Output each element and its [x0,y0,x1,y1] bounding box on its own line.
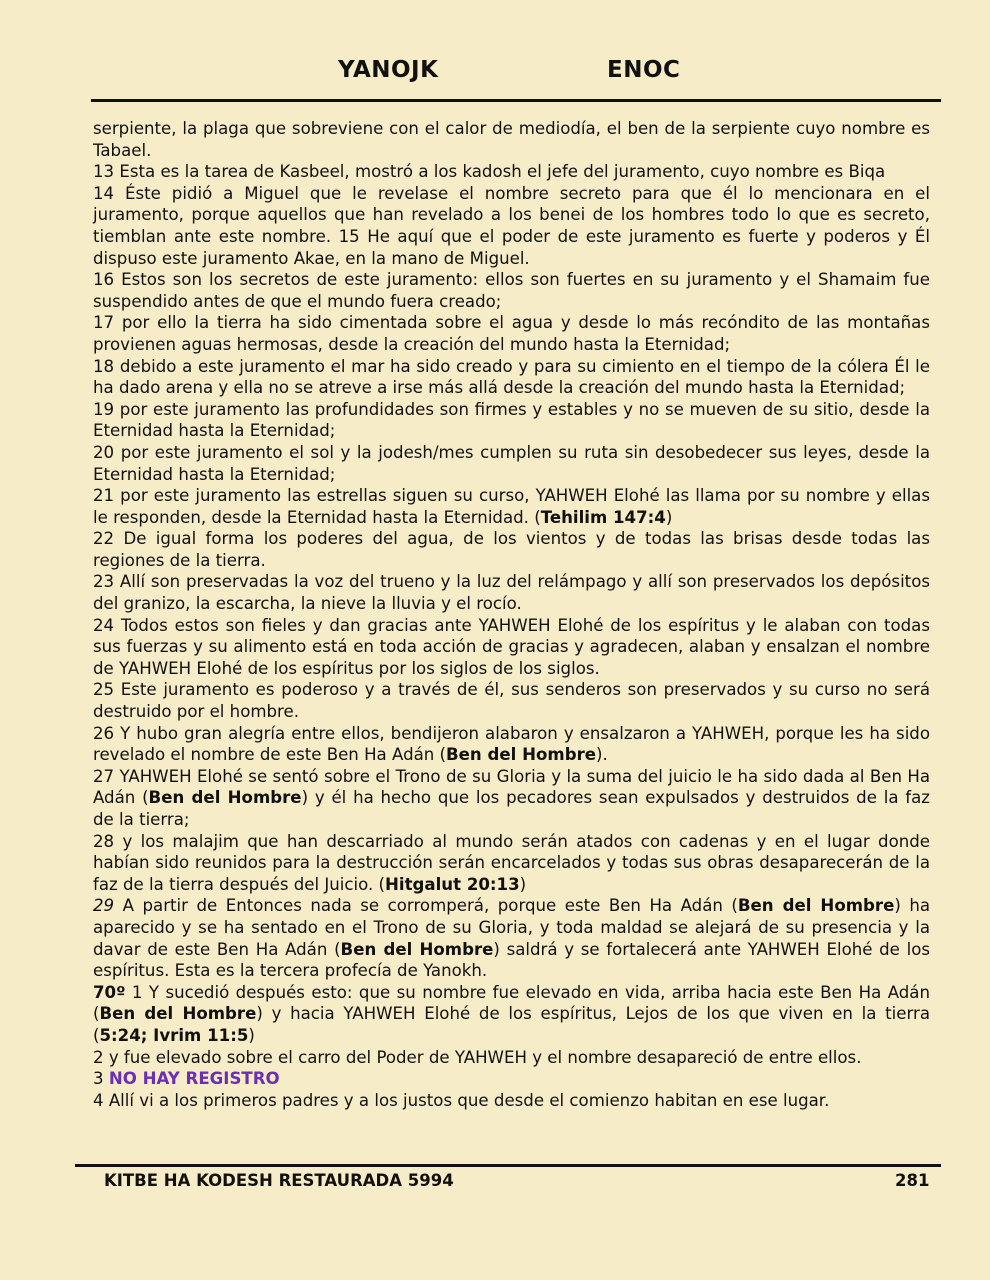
footer-book-title: KITBE HA KODESH RESTAURADA 5994 [104,1171,454,1190]
paragraph [93,399,930,442]
text-run: 4 Allí vi a los primeros padres y a los justos que desde el comienzo habitan en ese lugar. [93,1090,830,1110]
text-run: 2 y fue elevado sobre el carro del Poder de YAHWEH y el nombre desapareció de entre ellos. [93,1047,862,1067]
paragraph [93,356,930,399]
bold-reference: Ben del Hombre [737,896,895,916]
text-run: ) [519,874,527,894]
paragraph [93,161,930,183]
bold-reference: 70º [93,982,126,1002]
highlight-note: NO HAY REGISTRO [108,1069,280,1089]
text-run: 27 YAHWEH Elohé se sentó sobre el Trono de su Gloria y la suma del juicio le ha sido dada al Ben Ha Adán ( [93,766,930,808]
paragraph [93,118,930,161]
text-run: ) saldrá y se fortalecerá ante YAHWEH Elohé de los espíritus. Esta es la tercera profecía de Yanokh. [93,939,931,981]
bold-reference: Hitgalut 20:13 [385,874,520,894]
paragraph [93,485,930,528]
text-run: ) y hacia YAHWEH Elohé de los espíritus, Lejos de los que viven en la tierra ( [93,1004,930,1045]
text-run: 28 y los malajim que han descarriado al mundo serán atados con cadenas y en el lugar donde habían sido reunidos para la destrucción serán encarcelados y todas sus obras desaparecerán de la faz de la tierra después del Juicio. ( [93,831,930,894]
header-right-title: ENOC [607,57,681,83]
text-run: 19 por este juramento las profundidades son firmes y estables y no se mueven de su sitio, desde la Eternidad hasta la Eternidad; [93,399,930,441]
footer-rule [75,1164,941,1167]
text-run: 23 Allí son preservadas la voz del trueno y la luz del relámpago y allí son preservados los depósitos del granizo, la escarcha, la nieve la lluvia y el rocío. [93,572,930,614]
paragraph [93,1068,930,1090]
text-run: 24 Todos estos son fieles y dan gracias ante YAHWEH Elohé de los espíritus y le alaban con todas sus fuerzas y su alimento está en toda acción de gracias y agradecen, alaban y ensalzan el nombre de YAHWEH Elohé de los espíritus por los siglos de los siglos. [93,615,930,678]
bold-reference: Ben del Hombre [148,788,302,808]
paragraph [93,312,930,355]
paragraph [93,528,930,571]
paragraph [93,679,930,722]
bold-reference: 5:24; Ivrim 11:5 [99,1025,249,1045]
paragraph [93,723,930,766]
page-header [0,57,990,91]
paragraph [93,269,930,312]
paragraph [93,183,930,269]
text-run: ) [248,1025,255,1045]
body-text [93,118,930,1111]
text-run: ) [665,507,673,527]
text-run: 26 Y hubo gran alegría entre ellos, bendijeron alabaron y ensalzaron a YAHWEH, porque les ha sido revelado el nombre de este Ben Ha Adán ( [93,723,930,765]
text-run: 3 [93,1069,109,1089]
paragraph [93,571,930,614]
page-number: 281 [895,1171,930,1190]
header-rule [91,99,941,102]
text-run: 21 por este juramento las estrellas siguen su curso, YAHWEH Elohé las llama por su nombre y ellas le responden, desde la Eternidad hasta la Eternidad. ( [93,486,930,527]
paragraph [93,442,930,485]
paragraph [93,831,930,896]
text-run: 1 Y sucedió después esto: que su nombre fue elevado en vida, arriba hacia este Ben Ha Adán ( [93,982,930,1024]
paragraph [93,1090,930,1112]
bold-reference: Ben del Hombre [340,939,494,959]
paragraph [93,766,930,831]
bold-reference: Ben del Hombre [99,1004,257,1024]
text-run: 25 Este juramento es poderoso y a través de él, sus senderos son preservados y su curso no será destruido por el hombre. [93,680,930,722]
paragraph [93,1047,930,1069]
text-run: 17 por ello la tierra ha sido cimentada sobre el agua y desde lo más recóndito de las montañas provienen aguas hermosas, desde la creación del mundo hasta la Eternidad; [93,313,930,354]
paragraph [93,615,930,680]
text-run: 13 Esta es la tarea de Kasbeel, mostró a los kadosh el jefe del juramento, cuyo nombre es Biqa [93,162,886,182]
text-run: A partir de Entonces nada se corromperá, porque este Ben Ha Adán ( [114,896,738,916]
paragraph [93,982,930,1047]
text-run: 20 por este juramento el sol y la jodesh/mes cumplen su ruta sin desobedecer sus leyes, desde la Eternidad hasta la Eternidad; [93,442,930,484]
bold-reference: Ben del Hombre [446,745,597,765]
text-run: ) ha aparecido y se ha sentado en el Trono de su Gloria, y toda maldad se alejará de su presencia y la davar de este Ben Ha Adán ( [93,896,931,959]
text-run: serpiente, la plaga que sobreviene con el calor de mediodía, el ben de la serpiente cuyo nombre es Tabael. [93,119,930,160]
text-run: 18 debido a este juramento el mar ha sido creado y para su cimiento en el tiempo de la cólera Él le ha dado arena y ella no se atreve a irse más allá desde la creación del mundo hasta la Eternidad; [93,356,930,398]
text-run: 14 Éste pidió a Miguel que le revelase el nombre secreto para que él lo mencionara en el juramento, porque aquellos que han revelado a los benei de los hombres todo lo que es secreto, tiemblan ante este nombre. 15 He aquí que el poder de este juramento es fuerte y poderos y Él dispuso este juramento Akae, en la mano de Miguel. [93,183,930,268]
text-run: 16 Estos son los secretos de este juramento: ellos son fuertes en su juramento y el Shamaim fue suspendido antes de que el mundo fuera creado; [93,270,930,311]
bold-reference: Tehilim 147:4 [540,507,666,527]
text-run: ) y él ha hecho que los pecadores sean expulsados y destruidos de la faz de la tierra; [93,788,931,829]
text-run: 29 [93,896,115,916]
header-left-title: YANOJK [338,57,439,83]
paragraph [93,895,930,981]
text-run: 22 De igual forma los poderes del agua, de los vientos y de todas las brisas desde todas las regiones de la tierra. [93,529,930,570]
text-run: ). [596,745,608,765]
